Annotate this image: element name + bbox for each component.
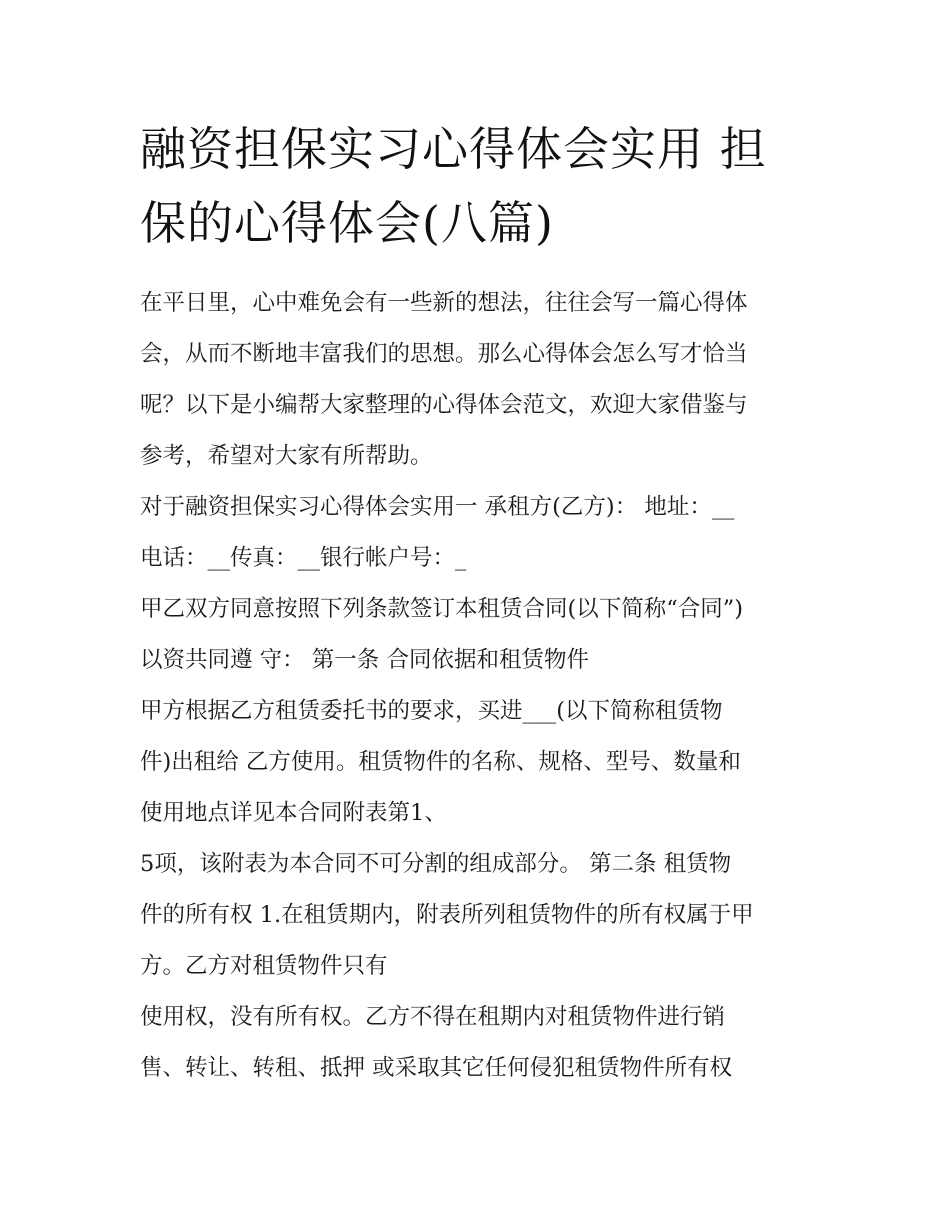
document-title [140, 112, 820, 260]
title-line: 融资担保实习心得体会实用 担 [140, 122, 767, 176]
body-line: 售、转让、转租、抵押 或采取其它任何侵犯租赁物件所有权 [140, 1055, 733, 1081]
body-line: 使用地点详见本合同附表第1、 [140, 800, 447, 826]
body-line: 以资共同遵 守： 第一条 合同依据和租赁物件 [140, 647, 589, 673]
body-line: 会，从而不断地丰富我们的思想。那么心得体会怎么写才恰当 [140, 341, 748, 367]
body-line: 甲方根据乙方租赁委托书的要求，买进___(以下简称租赁物 [140, 698, 723, 724]
body-line: 甲乙双方同意按照下列条款签订本租赁合同(以下简称“合同”) [140, 596, 744, 622]
body-line: 对于融资担保实习心得体会实用一 承租方(乙方)： 地址：__ [140, 494, 735, 520]
body-line: 件的所有权 1.在租赁期内，附表所列租赁物件的所有权属于甲 [140, 902, 754, 928]
body-line: 方。乙方对租赁物件只有 [140, 953, 388, 979]
body-line: 电话：__传真：__银行帐户号：_ [140, 545, 467, 571]
body-line: 在平日里，心中难免会有一些新的想法，往往会写一篇心得体 [140, 290, 748, 316]
body-line: 呢？以下是小编帮大家整理的心得体会范文，欢迎大家借鉴与 [140, 392, 748, 418]
body-line: 件)出租给 乙方使用。租赁物件的名称、规格、型号、数量和 [140, 749, 741, 775]
document-body [140, 278, 830, 1094]
body-line: 参考，希望对大家有所帮助。 [140, 443, 433, 469]
body-line: 使用权，没有所有权。乙方不得在租期内对租赁物件进行销 [140, 1004, 726, 1030]
title-line: 保的心得体会(八篇) [140, 196, 554, 250]
body-line: 5项，该附表为本合同不可分割的组成部分。 第二条 租赁物 [140, 851, 732, 877]
